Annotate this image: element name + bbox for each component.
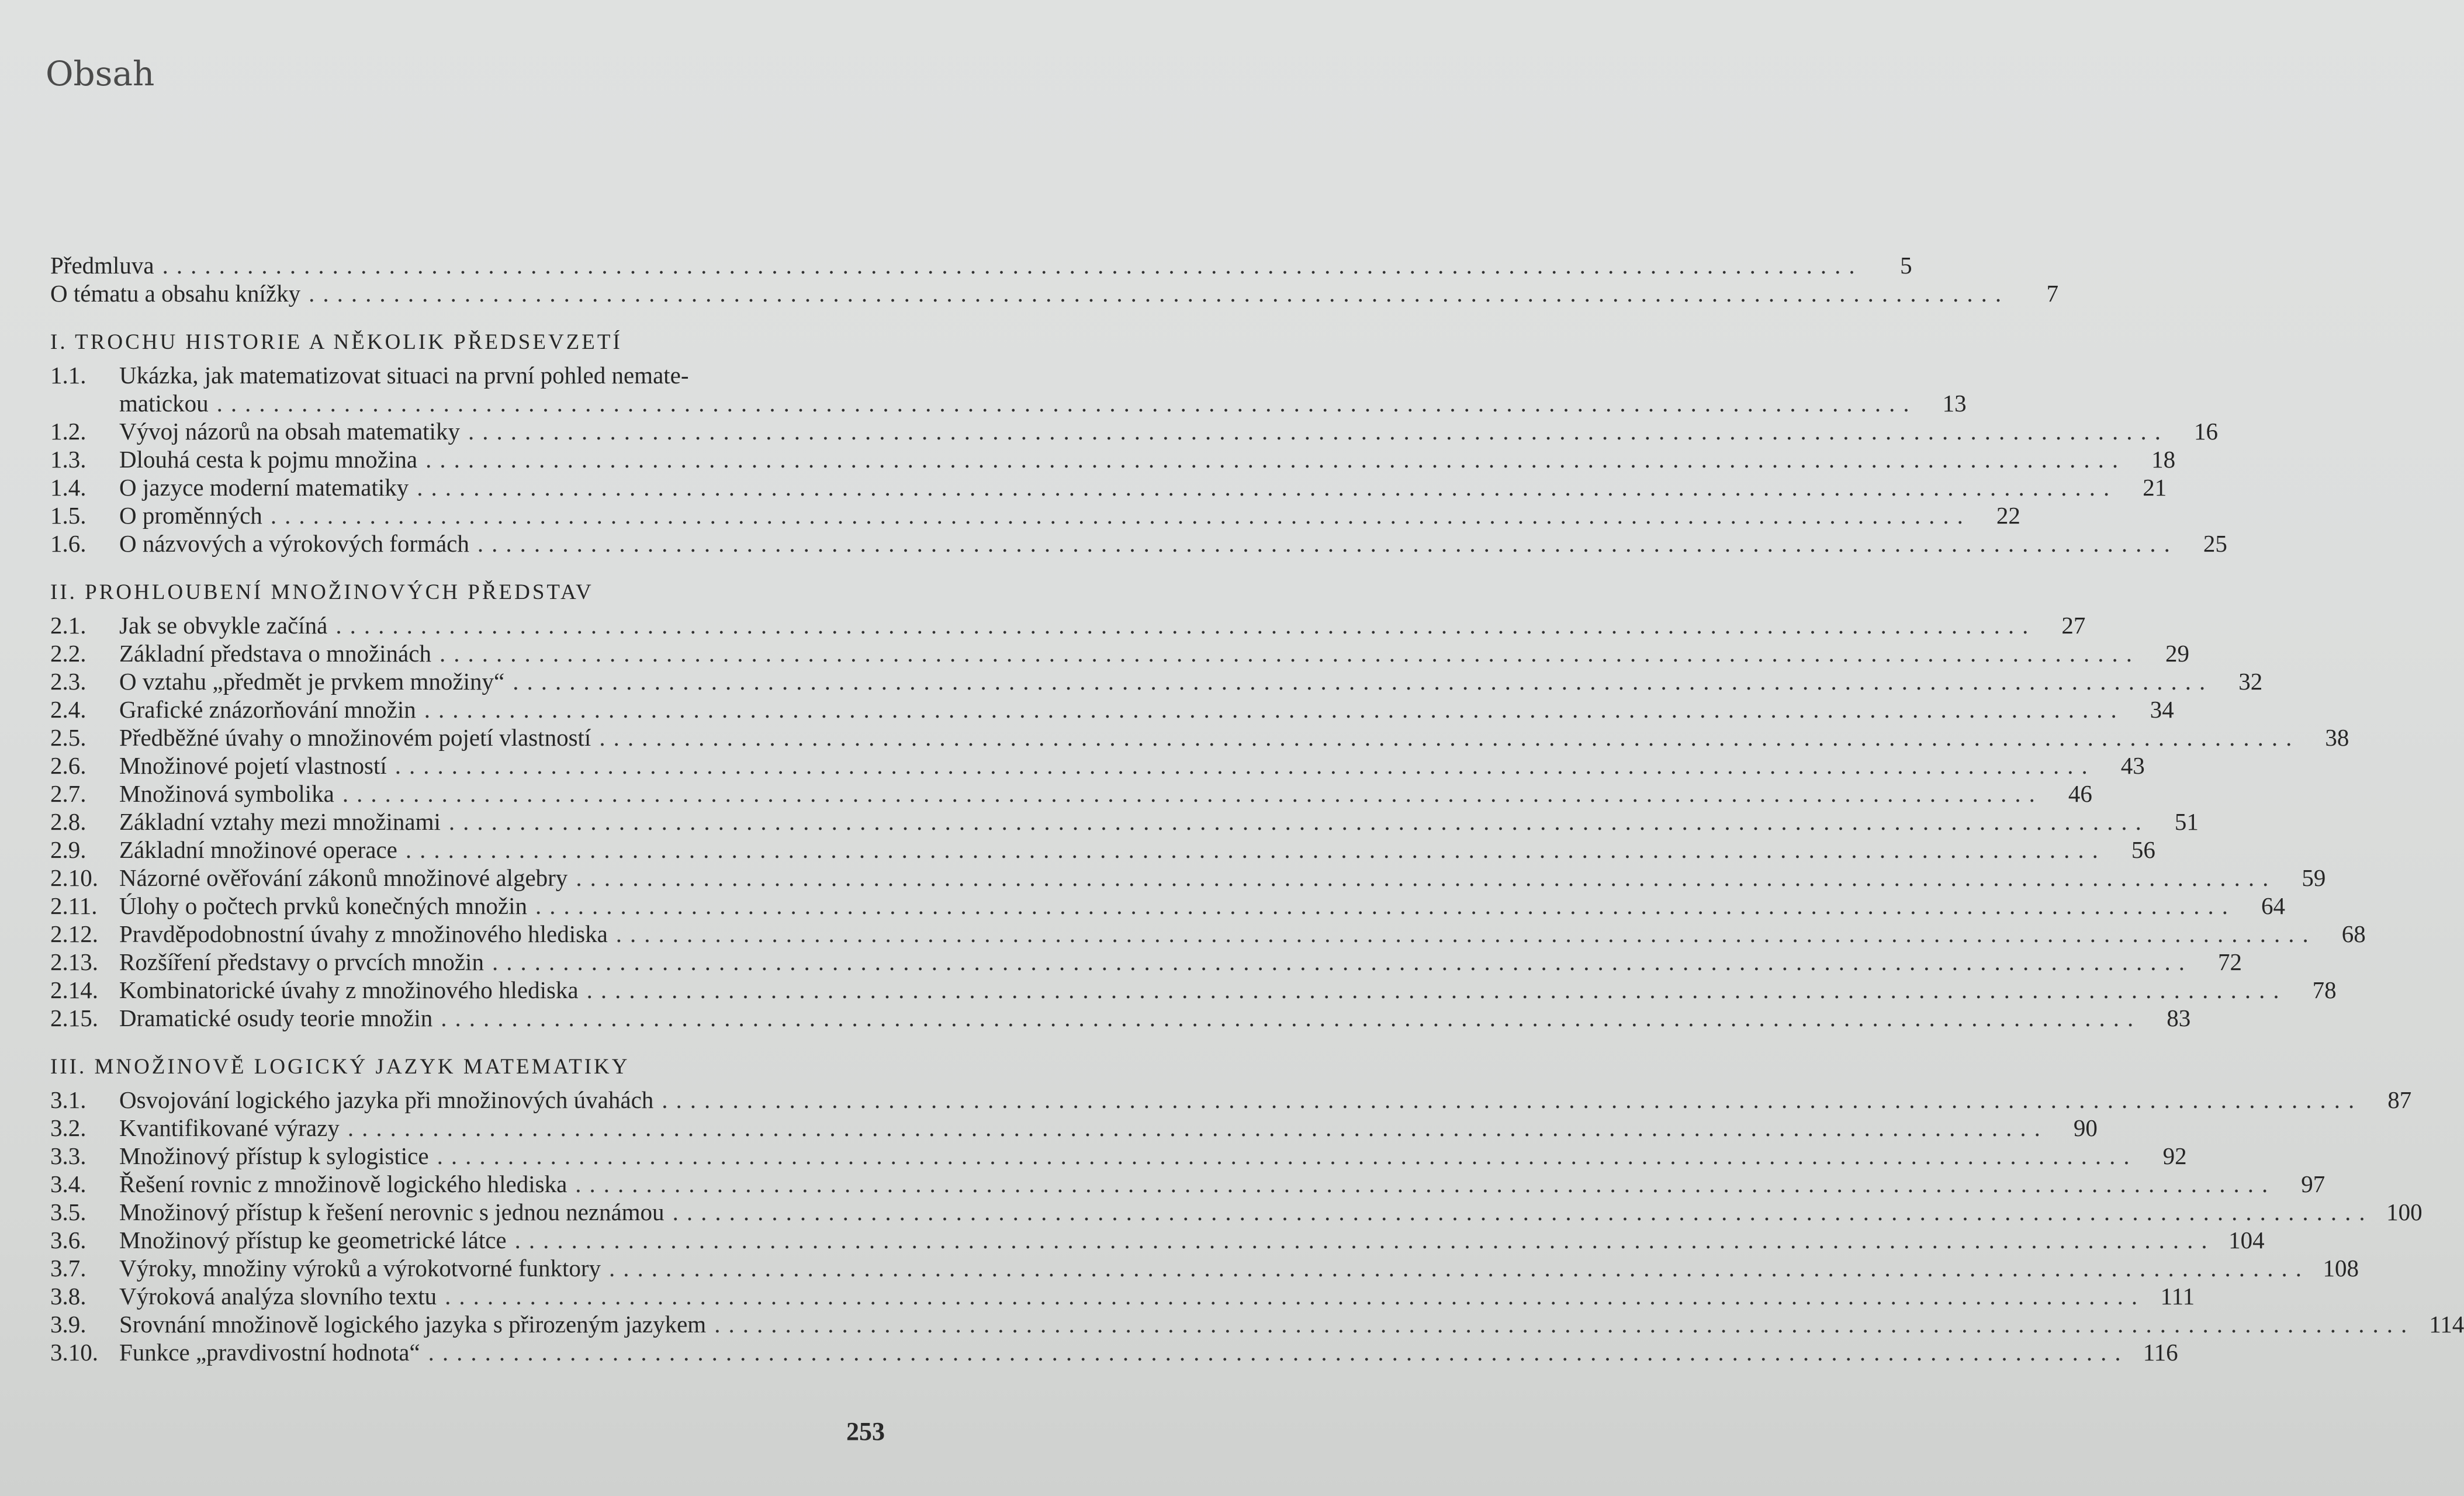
entry-page: 92 [2162,1142,2187,1169]
toc-entry [50,417,2218,445]
toc-entry [50,1254,2359,1282]
entry-page: 108 [2323,1255,2359,1282]
entry-title: Pravděpodobnostní úvahy z množinového hlediska [119,920,608,947]
dot-leader: ........................................................................................................................ [445,1283,2146,1310]
dot-leader: ........................................................................................................................ [492,948,2193,975]
chapter-heading: III. MNOŽINOVĚ LOGICKÝ JAZYK MATEMATIKY [50,1055,630,1079]
dot-leader: ........................................................................................................................ [437,1142,2138,1169]
toc-entry [50,1086,2412,1114]
chapter-heading: II. PROHLOUBENÍ MNOŽINOVÝCH PŘEDSTAV [50,580,594,604]
entry-page: 13 [1942,390,1967,417]
toc-entry [50,1226,2265,1254]
entry-number: 2.7. [50,780,86,807]
toc-entry-multiline [50,361,898,389]
entry-title: Řešení rovnic z množinově logického hlediska [119,1171,567,1197]
entry-number: 3.6. [50,1227,86,1253]
entry-title: O tématu a obsahu knížky [50,280,301,307]
front-matter-entry [50,251,1912,279]
entry-page: 111 [2160,1283,2195,1310]
entry-page: 90 [2073,1114,2098,1141]
entry-title: Dlouhá cesta k pojmu množina [119,446,418,473]
entry-number: 2.11. [50,892,98,919]
entry-number: 2.8. [50,808,86,835]
entry-number: 2.14. [50,976,98,1003]
dot-leader: ........................................................................................................................ [439,640,2140,667]
dot-leader: ........................................................................................................................ [535,892,2236,919]
entry-title: O názvových a výrokových formách [119,530,469,557]
entry-number: 1.3. [50,446,86,473]
entry-number: 2.5. [50,724,86,751]
dot-leader: ........................................................................................................................ [309,280,2010,307]
entry-number: 2.10. [50,864,98,891]
dot-leader: ........................................................................................................................ [514,1227,2216,1253]
entry-number: 3.1. [50,1086,86,1113]
entry-title: Kombinatorické úvahy z množinového hlediska [119,976,579,1003]
entry-page: 59 [2302,864,2326,891]
entry-page: 22 [1996,502,2020,529]
dot-leader: ........................................................................................................................ [448,808,2150,835]
toc-entry [50,976,2337,1004]
entry-number: 3.10. [50,1339,98,1366]
toc-entry [50,1282,2195,1310]
page-number: 253 [846,1417,885,1446]
entry-page: 32 [2238,668,2263,695]
entry-number: 1.5. [50,502,86,529]
entry-number: 2.3. [50,668,86,695]
entry-title: Předběžné úvahy o množinovém pojetí vlastností [119,724,591,751]
toc-entry [50,445,2176,473]
entry-title: Základní představa o množinách [119,640,431,667]
entry-title: Funkce „pravdivostní hodnota“ [119,1339,420,1366]
entry-page: 29 [2165,640,2189,667]
entry-page: 87 [2387,1086,2412,1113]
entry-title: O vztahu „předmět je prvkem množiny“ [119,668,505,695]
dot-leader: ........................................................................................................................ [162,252,1863,279]
entry-number: 3.3. [50,1142,86,1169]
toc-entry [50,501,2020,529]
toc-entry [50,920,2366,948]
entry-title: Výroková analýza slovního textu [119,1283,437,1310]
dot-leader: ........................................................................................................................ [513,668,2214,695]
dot-leader: ........................................................................................................................ [417,474,2118,501]
entry-page: 51 [2174,808,2199,835]
entry-page: 43 [2120,752,2145,779]
toc-entry [50,695,2174,723]
entry-title: Osvojování logického jazyka při množinových úvahách [119,1086,654,1113]
entry-title: Úlohy o počtech prvků konečných množin [119,892,527,919]
front-matter-entry [50,279,2059,307]
entry-page: 72 [2217,948,2242,975]
toc-entry [50,1338,2178,1366]
entry-page: 68 [2341,920,2366,947]
dot-leader: ........................................................................................................................ [714,1311,2415,1338]
entry-number: 3.7. [50,1255,86,1282]
toc-entry [50,639,2189,667]
entry-title: Množinový přístup k sylogistice [119,1142,429,1169]
entry-title: Základní vztahy mezi množinami [119,808,441,835]
toc-entry [50,752,2145,780]
entry-page: 114 [2429,1311,2464,1338]
dot-leader: ........................................................................................................................ [468,418,2169,445]
entry-page: 104 [2228,1227,2265,1253]
entry-page: 46 [2068,780,2092,807]
dot-leader: ........................................................................................................................ [428,1339,2129,1366]
toc-entry [50,1170,2325,1198]
entry-title: Vývoj názorů na obsah matematiky [119,418,460,445]
entry-page: 27 [2061,612,2086,639]
entry-title: Jak se obvykle začíná [119,612,328,639]
entry-number: 2.9. [50,836,86,863]
toc-entry [50,948,2242,976]
toc-entry [50,1004,2191,1032]
entry-title: Předmluva [50,252,154,279]
entry-title: Množinové pojetí vlastností [119,752,387,779]
entry-page: 38 [2325,724,2349,751]
entry-page: 56 [2131,836,2155,863]
entry-title: Množinová symbolika [119,780,334,807]
toc-entry [50,892,2285,920]
entry-number: 1.1. [50,362,86,389]
toc-entry-continuation [50,389,1967,417]
dot-leader: ........................................................................................................................ [599,724,2300,751]
dot-leader: ........................................................................................................................ [441,1005,2142,1031]
entry-title: matickou [119,390,209,417]
dot-leader: ........................................................................................................................ [342,780,2043,807]
dot-leader: ........................................................................................................................ [586,976,2287,1003]
dot-leader: ........................................................................................................................ [672,1199,2373,1225]
toc-entry [50,611,2086,639]
chapter-heading: I. TROCHU HISTORIE A NĚKOLIK PŘEDSEVZETÍ [50,330,622,354]
dot-leader: ........................................................................................................................ [405,836,2106,863]
dot-leader: ........................................................................................................................ [615,920,2317,947]
entry-page: 97 [2301,1171,2325,1197]
entry-number: 2.4. [50,696,86,723]
entry-title: Rozšíření představy o prvcích množin [119,948,484,975]
entry-title: Základní množinové operace [119,836,397,863]
entry-number: 2.1. [50,612,86,639]
entry-number: 3.4. [50,1171,86,1197]
dot-leader: ........................................................................................................................ [216,390,1918,417]
entry-number: 2.2. [50,640,86,667]
entry-title: Množinový přístup ke geometrické látce [119,1227,507,1253]
entry-title: Názorné ověřování zákonů množinové algebry [119,864,568,891]
dot-leader: ........................................................................................................................ [477,530,2178,557]
entry-page: 5 [1900,252,1912,279]
dot-leader: ........................................................................................................................ [425,446,2127,473]
toc-entry [50,723,2349,752]
toc-entry [50,808,2199,836]
toc-entry [50,529,2227,557]
entry-title-line1: Ukázka, jak matematizovat situaci na první pohled nemate- [119,362,689,389]
toc-entry [50,667,2263,695]
entry-number: 2.15. [50,1005,98,1031]
entry-title: Srovnání množinově logického jazyka s přirozeným jazykem [119,1311,707,1338]
entry-number: 2.6. [50,752,86,779]
entry-page: 116 [2143,1339,2178,1366]
entry-number: 1.4. [50,474,86,501]
entry-page: 34 [2150,696,2174,723]
entry-page: 100 [2386,1199,2423,1225]
entry-title: Množinový přístup k řešení nerovnic s jednou neznámou [119,1199,665,1225]
entry-number: 1.2. [50,418,86,445]
toc-entry [50,780,2092,808]
entry-page: 18 [2151,446,2176,473]
dot-leader: ........................................................................................................................ [270,502,1971,529]
toc-entry [50,1142,2187,1170]
dot-leader: ........................................................................................................................ [575,1171,2276,1197]
toc-entry [50,473,2167,501]
entry-number: 3.9. [50,1311,86,1338]
entry-number: 3.8. [50,1283,86,1310]
dot-leader: ........................................................................................................................ [662,1086,2363,1113]
entry-number: 1.6. [50,530,86,557]
entry-title: O jazyce moderní matematiky [119,474,409,501]
entry-number: 2.12. [50,920,98,947]
entry-page: 78 [2312,976,2337,1003]
entry-page: 16 [2193,418,2218,445]
entry-number: 3.5. [50,1199,86,1225]
toc-entry [50,1198,2423,1226]
entry-title: O proměnných [119,502,262,529]
dot-leader: ........................................................................................................................ [609,1255,2310,1282]
page-title: Obsah [46,54,155,94]
entry-number: 3.2. [50,1114,86,1141]
entry-page: 64 [2261,892,2285,919]
toc-entry [50,1310,2464,1338]
entry-title: Dramatické osudy teorie množin [119,1005,433,1031]
entry-title: Výroky, množiny výroků a výrokotvorné funktory [119,1255,601,1282]
entry-page: 21 [2143,474,2167,501]
dot-leader: ........................................................................................................................ [576,864,2277,891]
dot-leader: ........................................................................................................................ [335,612,2037,639]
toc-entry [50,1114,2098,1142]
dot-leader: ........................................................................................................................ [424,696,2125,723]
entry-page: 7 [2046,280,2059,307]
entry-page: 83 [2167,1005,2191,1031]
entry-title: Kvantifikované výrazy [119,1114,340,1141]
entry-number: 2.13. [50,948,98,975]
toc-entry [50,864,2326,892]
table-of-contents [50,251,2464,1366]
toc-entry [50,836,2155,864]
entry-title: Grafické znázorňování množin [119,696,416,723]
entry-page: 25 [2203,530,2227,557]
dot-leader: ........................................................................................................................ [394,752,2096,779]
dot-leader: ........................................................................................................................ [347,1114,2048,1141]
